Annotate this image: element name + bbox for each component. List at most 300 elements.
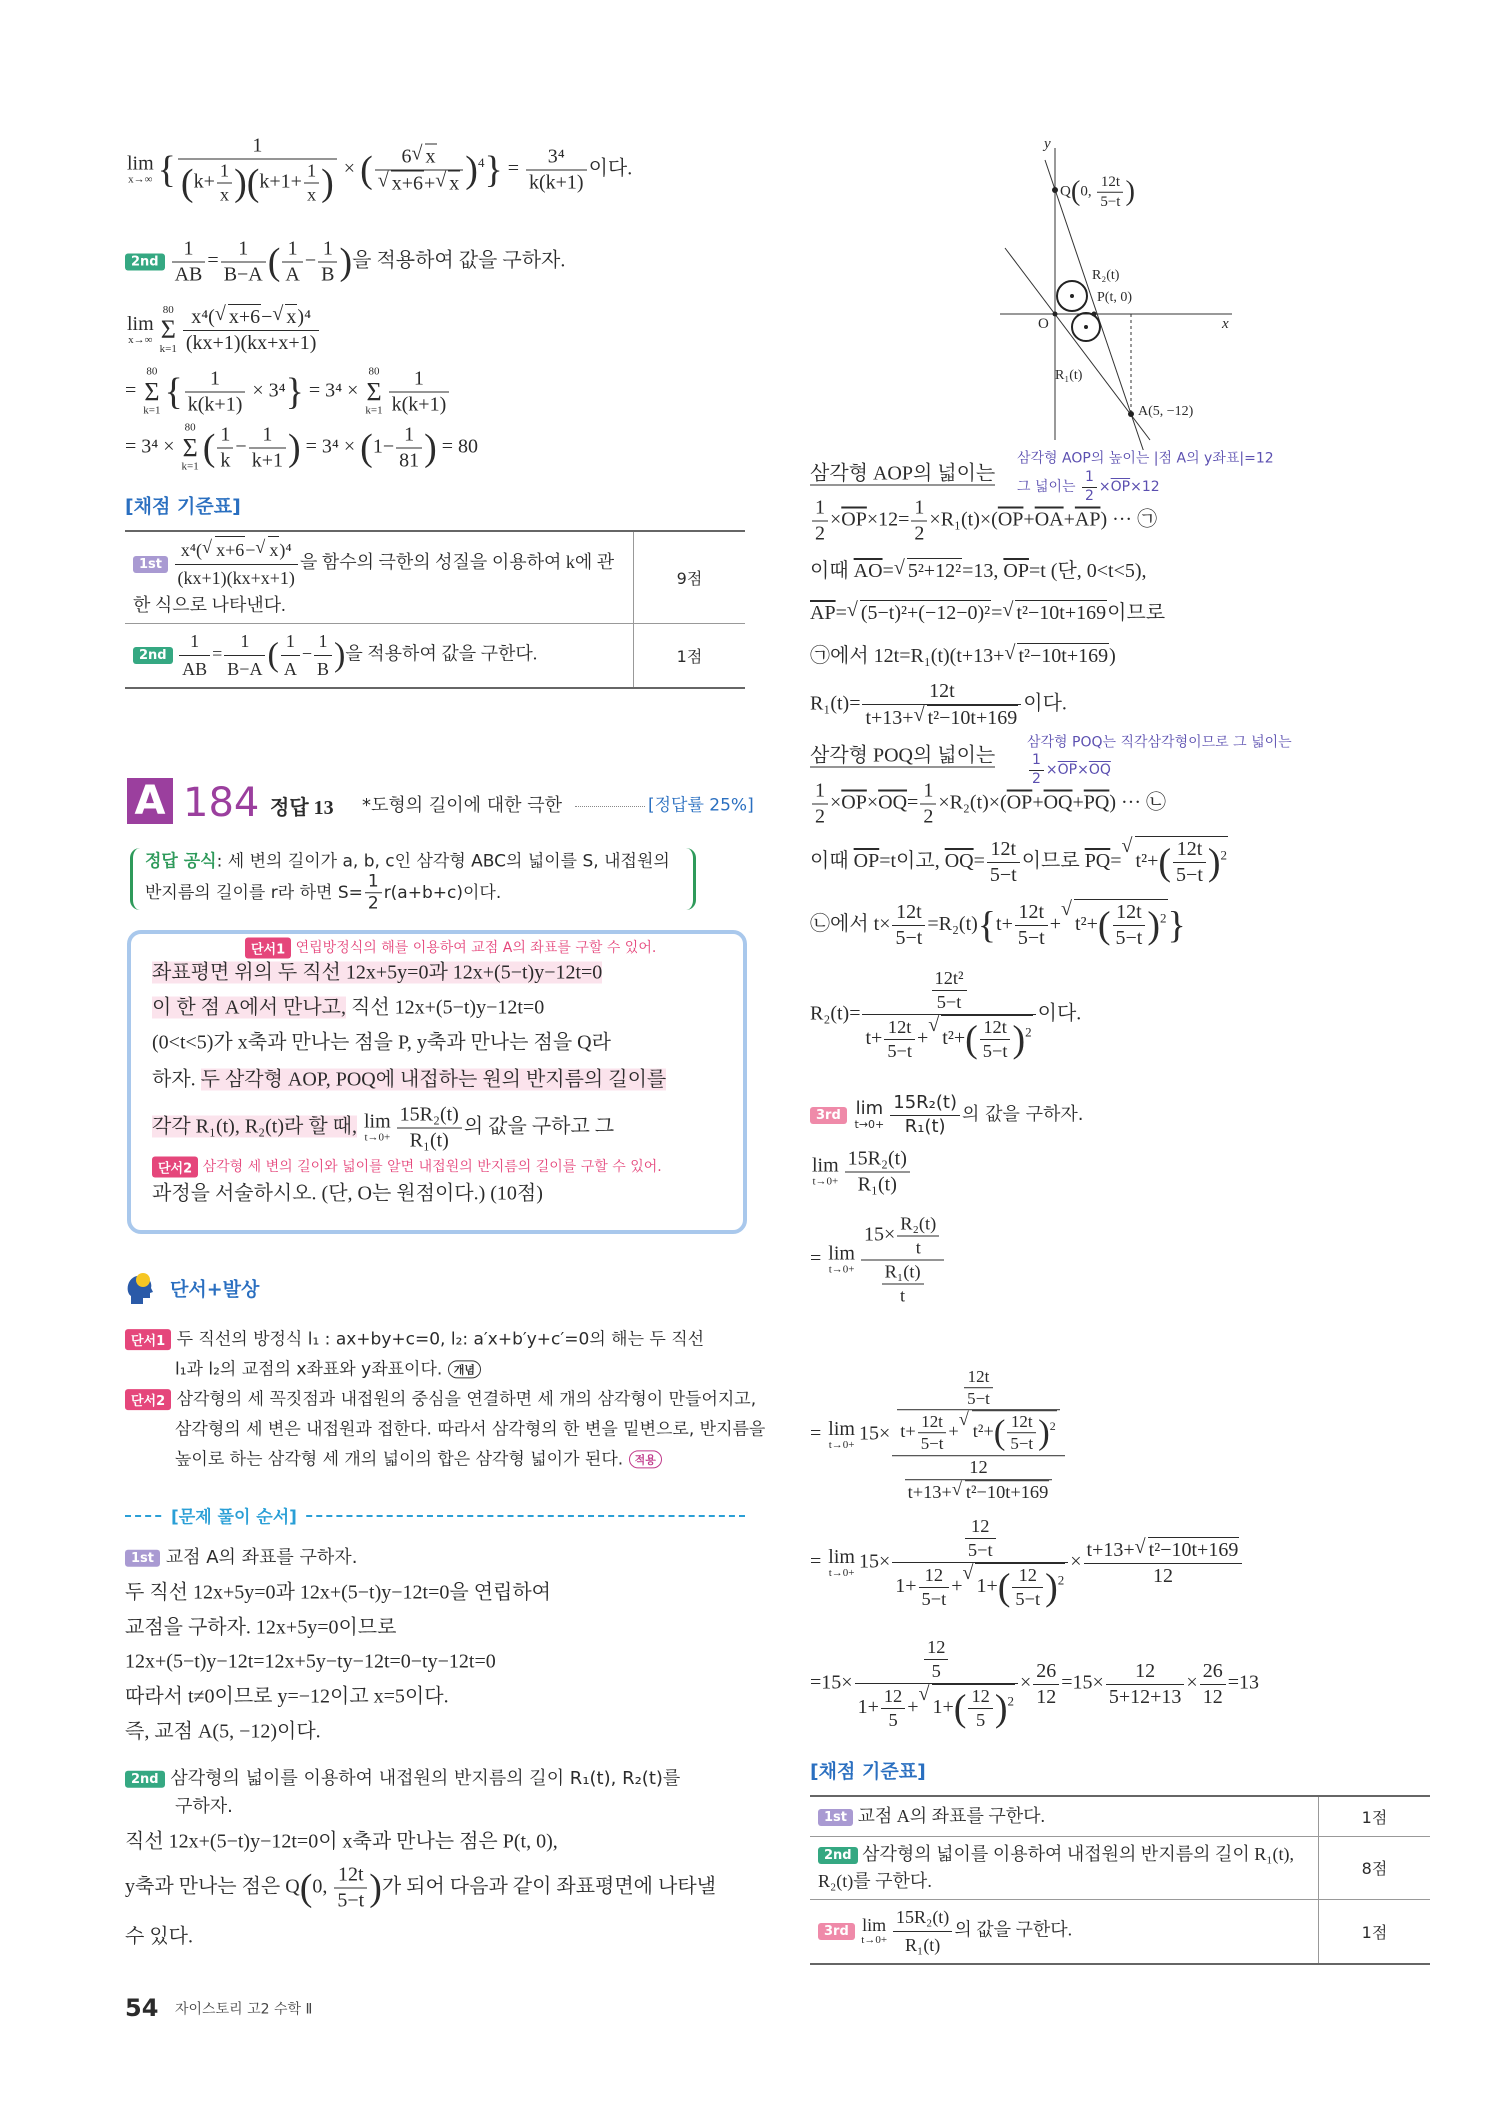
square-root	[927, 705, 1019, 731]
fraction	[397, 1103, 462, 1154]
math-text: R₁(t)=	[810, 692, 861, 715]
math-text: 5−t	[1015, 1589, 1041, 1609]
denominator	[862, 1015, 1035, 1063]
fraction	[890, 1092, 960, 1138]
limit	[828, 1244, 855, 1277]
lim-text: lim	[812, 1154, 839, 1177]
numerator	[862, 679, 1021, 705]
math-text: )⁴	[297, 306, 312, 328]
fraction	[1012, 1564, 1043, 1611]
math-text: 5−t	[936, 992, 962, 1012]
solution-line	[810, 679, 1067, 731]
math-text: 5−t	[887, 1041, 912, 1061]
numerator	[375, 144, 464, 171]
numerator	[919, 1564, 950, 1588]
denominator	[845, 1173, 910, 1198]
solution-line	[125, 1616, 396, 1641]
denominator	[1015, 926, 1048, 951]
segment-overline: $\overline{OP}$	[853, 850, 880, 873]
denominator	[397, 1129, 462, 1154]
fraction	[893, 1904, 952, 1959]
math-text: ×	[338, 157, 361, 180]
math-text: 5−t	[1100, 193, 1121, 210]
solution-line	[175, 1796, 233, 1819]
denominator	[892, 1456, 1065, 1504]
square-root	[1017, 643, 1109, 669]
math-text: 높이로 하는 삼각형 세 개의 넓이의 합은 삼각형 넓이가 된다.	[175, 1449, 629, 1470]
math-text: t+13+	[1086, 1539, 1135, 1561]
fraction	[905, 1456, 1053, 1504]
denominator	[892, 1563, 1068, 1611]
fraction	[845, 1147, 910, 1198]
math-text: 12	[1202, 1685, 1223, 1708]
denominator	[179, 656, 210, 683]
limit-equation	[125, 134, 632, 207]
math-text: 5−t	[337, 1889, 365, 1912]
sum-upper: 80	[184, 421, 196, 434]
denominator	[812, 805, 828, 830]
math-text: 삼각형의 세 꼭짓점과 내접원의 중심을 연결하면 세 개의 삼각형이 만들어지고,	[171, 1389, 757, 1410]
square-root	[1015, 600, 1107, 626]
r1-label: R₁(t)	[1055, 368, 1083, 383]
lim-subscript: x→∞	[128, 333, 153, 346]
math-text: 1	[252, 134, 263, 157]
solution-line	[810, 600, 1165, 626]
numerator	[892, 1366, 1065, 1456]
math-text: R₁(t)	[904, 1115, 946, 1137]
superscript: 2	[1220, 847, 1228, 863]
math-text: 5−t	[1010, 1434, 1034, 1454]
fraction	[1106, 1659, 1185, 1710]
math-text: : 세 변의 길이가 a, b, c인 삼각형 ABC의 넓이를 S, 내접원의	[216, 851, 670, 872]
math-text: k+	[193, 170, 215, 193]
numerator	[179, 628, 210, 656]
fraction	[964, 1366, 993, 1409]
math-text: 이다.	[588, 157, 633, 180]
numerator	[1084, 1537, 1243, 1564]
math-text: 1	[815, 496, 825, 519]
denominator	[964, 1388, 993, 1409]
sum-result	[125, 423, 478, 474]
math-text: 12t	[896, 901, 922, 923]
underlined-text: 삼각형 AOP의 넓이는	[810, 462, 996, 485]
score-value: 1점	[1319, 1796, 1431, 1836]
step-2nd-hint	[125, 237, 565, 288]
step-badge: 단서1	[245, 938, 291, 959]
fraction	[812, 779, 828, 830]
math-text: 2	[914, 522, 925, 545]
bracket: )	[287, 427, 301, 469]
hint-line	[175, 1359, 481, 1380]
numerator	[185, 367, 246, 393]
math-text: −	[304, 249, 317, 272]
math-text: x+6	[228, 306, 261, 328]
math-text: +	[948, 1421, 959, 1442]
bracket: (	[360, 149, 373, 191]
math-text: 1	[240, 631, 250, 651]
math-text: = 3⁴ ×	[300, 435, 361, 458]
summation	[160, 305, 177, 355]
denominator	[396, 449, 422, 474]
math-text: =	[212, 643, 223, 664]
denominator	[318, 263, 337, 288]
answer-value: 13	[313, 797, 334, 819]
numerator	[178, 134, 337, 160]
bracket: (	[953, 1687, 967, 1730]
denominator	[812, 522, 828, 547]
math-text: ×	[1070, 1550, 1082, 1573]
problem-letter: A	[127, 778, 173, 824]
math-text: +	[1049, 913, 1062, 936]
math-text: 이다.	[1023, 692, 1067, 715]
denominator	[919, 1588, 950, 1611]
segment-overline: $\overline{OQ}$	[878, 791, 908, 814]
fraction	[892, 900, 925, 951]
math-text: 12	[924, 1565, 944, 1585]
math-text: 5−t	[967, 1389, 990, 1409]
math-text: t+13+	[865, 707, 914, 729]
math-text: 12	[927, 1637, 946, 1657]
fraction	[882, 1261, 924, 1308]
math-text: 26	[1202, 1659, 1223, 1682]
bracket: )	[1038, 1412, 1050, 1452]
a-label: A(5, −12)	[1138, 404, 1194, 419]
fraction	[812, 496, 828, 547]
bracket: (	[246, 162, 260, 204]
math-text: 12t²	[934, 968, 964, 988]
numerator	[314, 628, 332, 656]
math-text: t	[900, 1285, 906, 1306]
segment-overline: $\overline{OP}$	[841, 791, 867, 814]
denominator	[965, 1539, 996, 1562]
numerator	[389, 367, 450, 393]
math-text: 구하자.	[175, 1795, 233, 1817]
math-text: =R₂(t)	[927, 913, 978, 936]
math-text: 1	[815, 779, 825, 802]
score-criteria	[810, 1899, 1319, 1964]
math-text: 12t	[1116, 901, 1142, 923]
numerator	[1082, 469, 1097, 488]
math-text: =	[907, 791, 919, 814]
fraction	[897, 1366, 1060, 1455]
math-text: y축과 만나는 점은 Q	[125, 1875, 300, 1898]
numerator	[862, 967, 1035, 1015]
lim-text: lim	[828, 1545, 855, 1568]
math-text: t²+	[972, 1421, 994, 1442]
numerator	[281, 628, 300, 656]
formula-line	[145, 871, 501, 915]
math-text: +	[907, 1696, 919, 1719]
lim-text: lim	[862, 1914, 887, 1935]
math-text: 5−t	[1115, 927, 1143, 949]
segment-overline: $\overline{OP}$	[841, 508, 867, 531]
math-text: 이 한 점 A에서 만나고,	[152, 996, 347, 1019]
lim-subscript: t→0+	[812, 1175, 839, 1188]
square-root	[965, 1480, 1049, 1504]
denominator	[314, 656, 332, 683]
fraction	[183, 304, 319, 356]
segment-overline: $\overline{OQ}$	[1088, 762, 1111, 778]
math-text: 0,	[312, 1875, 333, 1898]
math-text: ×R₂(t)×(	[938, 791, 1007, 814]
math-text: x⁴(	[191, 306, 215, 328]
solution-step	[125, 1547, 357, 1570]
math-text: −	[301, 643, 312, 664]
lim-subscript: t→0+	[828, 1566, 855, 1579]
bracket: (	[965, 1018, 978, 1061]
math-text: −	[235, 435, 247, 458]
denominator	[881, 1709, 905, 1732]
fraction	[855, 1636, 1018, 1732]
numerator	[855, 1636, 1018, 1684]
math-text: 교점을 구하자. 12x+5y=0이므로	[125, 1616, 397, 1639]
denominator	[862, 705, 1021, 731]
sum-upper: 80	[146, 365, 158, 378]
math-text: 이다.	[1037, 1002, 1082, 1025]
segment-overline: $\overline{OQ}$	[944, 850, 974, 873]
score-criteria	[125, 624, 634, 689]
denominator	[920, 805, 936, 830]
step-badge: 3rd	[810, 1107, 847, 1124]
math-text: =t (단, 0<t<5),	[1028, 560, 1147, 582]
numerator	[918, 1412, 947, 1434]
math-text: 12	[1036, 1685, 1057, 1708]
limit	[127, 154, 154, 187]
step-badge: 1st	[133, 556, 168, 573]
bracket: )	[465, 149, 478, 191]
math-text: AB	[174, 263, 203, 286]
math-text: (0<t<5)가 x축과 만나는 점을 P, y축과 만나는 점을 Q라	[152, 1031, 611, 1054]
solution-line	[125, 1720, 321, 1745]
segment-overline: $\overline{OQ}$	[1043, 791, 1073, 814]
denominator	[185, 393, 246, 418]
math-text: =	[991, 602, 1003, 624]
math-text: 1	[367, 871, 379, 892]
math-text: 1	[287, 237, 298, 260]
math-text: × 3⁴	[247, 379, 286, 402]
fraction	[965, 1515, 996, 1562]
denominator	[855, 1684, 1018, 1732]
bracket: (	[267, 241, 281, 283]
formula-line	[145, 851, 670, 872]
math-text: R₁(t)	[905, 1934, 941, 1955]
bracket: {	[977, 904, 997, 947]
step-badge: 2nd	[818, 1847, 858, 1864]
hint-line	[125, 1389, 756, 1411]
denominator	[249, 449, 286, 474]
numerator	[1173, 837, 1206, 863]
numerator	[884, 1016, 915, 1040]
numerator	[987, 837, 1020, 863]
numerator	[1007, 1412, 1036, 1434]
limit	[127, 314, 154, 347]
denominator	[905, 1480, 1053, 1504]
math-text: 15R₂(t)	[399, 1103, 459, 1126]
denominator	[1113, 926, 1146, 951]
bracket: )	[1147, 904, 1161, 947]
math-text: 수 있다.	[125, 1925, 193, 1948]
solution-line	[810, 779, 1166, 830]
numerator	[318, 237, 337, 263]
sum-step	[125, 367, 451, 418]
sigma-symbol: Σ	[160, 315, 176, 345]
fraction	[396, 423, 422, 474]
numerator	[1029, 752, 1044, 771]
fraction	[987, 837, 1020, 888]
denominator	[893, 1932, 952, 1959]
math-text: B	[321, 263, 335, 286]
denominator	[897, 1411, 1060, 1455]
math-text: 5−t	[1176, 864, 1203, 886]
bracket: (	[267, 636, 279, 674]
numerator	[526, 145, 587, 171]
math-text: +	[917, 1027, 929, 1050]
bracket: (	[202, 427, 216, 469]
denominator	[882, 1285, 924, 1308]
numerator	[217, 423, 233, 449]
math-text: 1	[914, 496, 925, 519]
superscript: 2	[1025, 1024, 1032, 1040]
math-text: 12	[1135, 1659, 1156, 1682]
math-text: t²+	[1135, 850, 1159, 873]
numerator	[897, 1213, 939, 1237]
numerator	[881, 1685, 905, 1709]
denominator	[1033, 1685, 1059, 1710]
math-text: 1	[262, 423, 273, 446]
score-table	[810, 1795, 1430, 1965]
lim-subscript: t→0+	[364, 1131, 391, 1144]
math-text: A	[283, 659, 297, 679]
math-text: 이때	[810, 850, 854, 873]
math-text: 1	[1032, 752, 1041, 768]
lim-text: lim	[127, 152, 154, 175]
math-text: 12	[971, 1686, 990, 1706]
denominator	[334, 1889, 367, 1914]
fraction	[217, 423, 233, 474]
math-text: x	[269, 540, 279, 560]
math-text: t²−10t+169	[1016, 602, 1107, 624]
numerator	[861, 1213, 944, 1261]
math-text: 그 넓이는	[1017, 479, 1080, 495]
denominator	[221, 263, 266, 288]
numerator	[924, 1636, 948, 1660]
math-text: +	[1032, 791, 1044, 814]
hint-note	[245, 938, 656, 959]
fraction	[221, 237, 266, 288]
math-text: 1+	[976, 1575, 998, 1598]
numerator	[812, 496, 828, 522]
problem-line	[152, 1182, 543, 1207]
solution-step	[125, 1768, 680, 1791]
numerator	[249, 423, 286, 449]
math-text: 의 값을 구하자.	[961, 1104, 1084, 1125]
solution-line	[810, 462, 995, 487]
segment-overline: $\overline{PQ}$	[1084, 850, 1111, 873]
denominator	[897, 1237, 939, 1260]
square-root	[228, 304, 261, 330]
sigma-symbol: Σ	[144, 377, 160, 407]
math-text: 직선 12x+(5−t)y−12t=0	[346, 996, 545, 1019]
superscript: 2	[1160, 910, 1167, 926]
math-text: 12t	[1100, 173, 1120, 190]
denominator	[1200, 1685, 1226, 1710]
hint-line	[175, 1419, 765, 1440]
numerator	[980, 1016, 1011, 1040]
r2-label: R₂(t)	[1092, 268, 1120, 283]
score-value: 8점	[1319, 1836, 1431, 1899]
math-text: 의 값을 구한다.	[954, 1919, 1073, 1940]
math-text: 81	[399, 449, 420, 472]
solution-line	[125, 1863, 716, 1914]
solution-line	[810, 1366, 1067, 1504]
math-text: ×	[1077, 762, 1089, 778]
numerator	[812, 779, 828, 805]
math-text: 삼각형의 세 변은 내접원과 접한다. 따라서 삼각형의 한 변을 밑변으로, 반지름을	[175, 1419, 766, 1440]
fraction	[365, 871, 382, 915]
denominator	[892, 926, 925, 951]
math-text: =	[810, 1550, 827, 1573]
numerator	[964, 1366, 993, 1388]
limit	[828, 1419, 855, 1452]
numerator	[892, 900, 925, 926]
denominator	[890, 1116, 960, 1139]
step-badge: 단서2	[152, 1157, 198, 1178]
solution-line	[810, 1147, 912, 1198]
lim-text: lim	[828, 1417, 855, 1440]
numerator	[221, 237, 266, 263]
point-O	[1053, 312, 1058, 317]
denominator	[911, 522, 927, 547]
highlight	[152, 997, 346, 1019]
math-text: 이때	[810, 560, 854, 582]
score-criteria	[810, 1836, 1319, 1899]
solution-line	[810, 1515, 1244, 1611]
step-badge: 1st	[125, 1549, 160, 1566]
math-text: t²−10t+169	[1018, 645, 1109, 667]
bracket: {	[164, 371, 183, 413]
square-root	[215, 536, 245, 564]
problem-line	[152, 996, 544, 1021]
bracket: (	[360, 427, 373, 469]
math-text: t²+	[942, 1027, 966, 1050]
segment-overline: $\overline{AO}$	[853, 560, 883, 582]
superscript: 4	[477, 154, 485, 170]
bracket: )	[369, 1867, 382, 1909]
underlined-text: 삼각형 POQ의 넓이는	[810, 744, 996, 767]
point-Q	[1052, 187, 1058, 193]
highlight	[152, 962, 602, 984]
math-text: 12	[1018, 1565, 1037, 1585]
fraction	[334, 1863, 367, 1914]
lim-subscript: t→0+	[854, 1117, 885, 1131]
math-text: 이므로	[1021, 850, 1085, 873]
numerator	[882, 1261, 924, 1285]
fraction	[980, 1016, 1011, 1063]
denominator	[175, 565, 298, 592]
page-number: 54	[125, 1994, 159, 2022]
numerator	[365, 871, 382, 893]
math-text: 과정을 서술하시오. (단, O는 원점이다.) (10점)	[152, 1182, 543, 1205]
denominator	[1012, 1588, 1043, 1611]
square-root	[425, 144, 437, 170]
fraction	[861, 1213, 944, 1308]
math-text: 5−t	[1017, 927, 1045, 949]
math-text: =t이고,	[879, 850, 945, 873]
math-text: 두 직선의 방정식 l₁ : ax+by+c=0, l₂: a′x+b′y+c′=0의 해는 두 직선	[171, 1329, 705, 1350]
score-value: 9점	[634, 531, 746, 624]
summation	[182, 423, 199, 473]
order-title: [문제 풀이 순서]	[165, 1503, 303, 1528]
